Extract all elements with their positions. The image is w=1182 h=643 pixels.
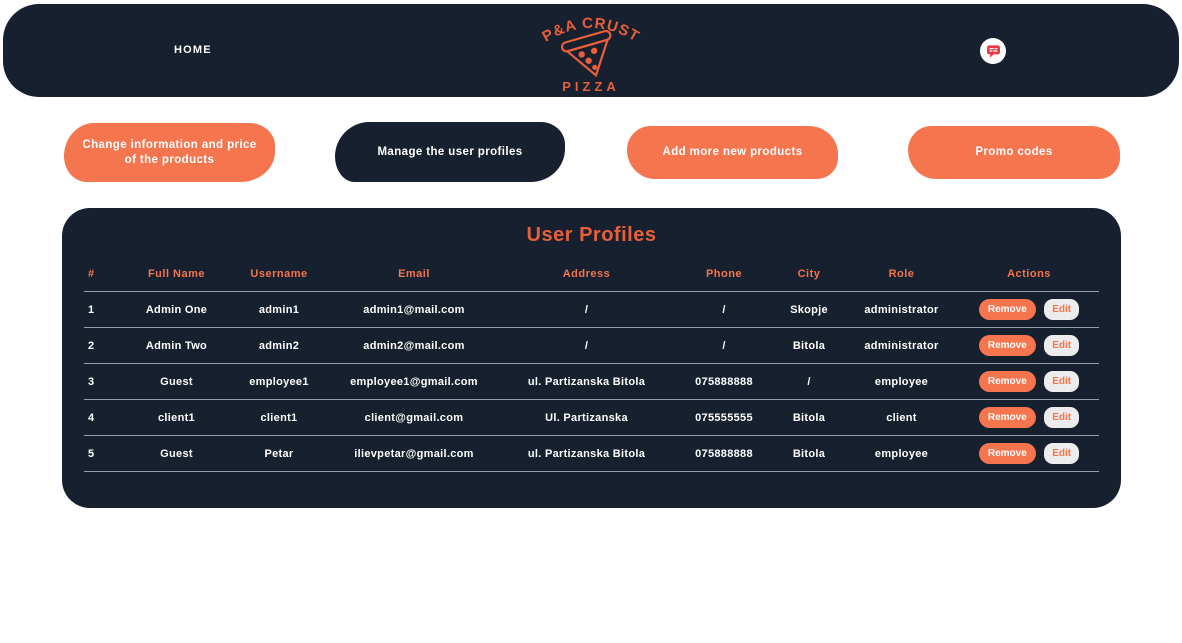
cell-actions <box>959 364 1099 400</box>
cell-username: employee1 <box>229 364 329 400</box>
cell-number: 2 <box>84 328 124 364</box>
cell-email: employee1@gmail.com <box>329 364 499 400</box>
logo-bottom-text: PIZZA <box>562 79 620 94</box>
remove-button[interactable]: Remove <box>979 371 1036 392</box>
cell-number: 5 <box>84 436 124 472</box>
cell-actions <box>959 400 1099 436</box>
user-profiles-table <box>84 257 1099 472</box>
table-row <box>84 436 1099 472</box>
cell-full-name: Guest <box>124 436 229 472</box>
nav-button-add-products[interactable]: Add more new products <box>627 126 838 179</box>
remove-button[interactable]: Remove <box>979 407 1036 428</box>
cell-phone: / <box>674 292 774 328</box>
cell-city: Bitola <box>774 328 844 364</box>
column-header-city: City <box>774 257 844 292</box>
column-header-phone: Phone <box>674 257 774 292</box>
cell-address: ul. Partizanska Bitola <box>499 364 674 400</box>
cell-number: 3 <box>84 364 124 400</box>
cell-phone: 075555555 <box>674 400 774 436</box>
column-header-actions: Actions <box>959 257 1099 292</box>
cell-city: Bitola <box>774 400 844 436</box>
cell-role: client <box>844 400 959 436</box>
cell-full-name: client1 <box>124 400 229 436</box>
cell-address: ul. Partizanska Bitola <box>499 436 674 472</box>
logo-arc-text: P&A CRUST <box>539 14 643 46</box>
cell-number: 4 <box>84 400 124 436</box>
home-link[interactable]: HOME <box>174 44 212 56</box>
cell-role: employee <box>844 436 959 472</box>
cell-phone: 075888888 <box>674 436 774 472</box>
column-header-address: Address <box>499 257 674 292</box>
remove-button[interactable]: Remove <box>979 299 1036 320</box>
cell-city: / <box>774 364 844 400</box>
cell-address: / <box>499 292 674 328</box>
nav-button-promo-codes[interactable]: Promo codes <box>908 126 1120 179</box>
cell-city: Skopje <box>774 292 844 328</box>
svg-text:P&A CRUST <box>539 15 642 46</box>
cell-email: admin2@mail.com <box>329 328 499 364</box>
table-row <box>84 364 1099 400</box>
remove-button[interactable]: Remove <box>979 443 1036 464</box>
edit-button[interactable]: Edit <box>1044 299 1079 320</box>
cell-actions <box>959 292 1099 328</box>
column-header-full-name: Full Name <box>124 257 229 292</box>
nav-button-manage-user-profiles[interactable]: Manage the user profiles <box>335 122 565 182</box>
edit-button[interactable]: Edit <box>1044 443 1079 464</box>
column-header-email: Email <box>329 257 499 292</box>
cell-username: admin1 <box>229 292 329 328</box>
table-row <box>84 400 1099 436</box>
cell-username: admin2 <box>229 328 329 364</box>
column-header-role: Role <box>844 257 959 292</box>
remove-button[interactable]: Remove <box>979 335 1036 356</box>
column-header-number: # <box>84 257 124 292</box>
cell-email: client@gmail.com <box>329 400 499 436</box>
pizza-logo <box>533 10 649 94</box>
cell-username: client1 <box>229 400 329 436</box>
cell-actions <box>959 328 1099 364</box>
cell-city: Bitola <box>774 436 844 472</box>
cell-full-name: Admin One <box>124 292 229 328</box>
table-header-row <box>84 257 1099 292</box>
cell-phone: 075888888 <box>674 364 774 400</box>
cell-phone: / <box>674 328 774 364</box>
chat-bubble-icon <box>986 44 1001 59</box>
pizza-slice-icon <box>561 30 620 82</box>
edit-button[interactable]: Edit <box>1044 371 1079 392</box>
cell-full-name: Guest <box>124 364 229 400</box>
cell-address: Ul. Partizanska <box>499 400 674 436</box>
chat-button[interactable] <box>980 38 1006 64</box>
column-header-username: Username <box>229 257 329 292</box>
cell-email: admin1@mail.com <box>329 292 499 328</box>
edit-button[interactable]: Edit <box>1044 335 1079 356</box>
cell-full-name: Admin Two <box>124 328 229 364</box>
nav-button-change-products[interactable]: Change information and price of the products <box>64 123 275 182</box>
top-navbar <box>3 4 1179 97</box>
panel-title: User Profiles <box>526 224 657 246</box>
cell-actions <box>959 436 1099 472</box>
user-profiles-panel <box>62 208 1121 508</box>
cell-role: employee <box>844 364 959 400</box>
table-row <box>84 328 1099 364</box>
edit-button[interactable]: Edit <box>1044 407 1079 428</box>
cell-role: administrator <box>844 328 959 364</box>
table-row <box>84 292 1099 328</box>
cell-number: 1 <box>84 292 124 328</box>
cell-username: Petar <box>229 436 329 472</box>
cell-role: administrator <box>844 292 959 328</box>
cell-email: ilievpetar@gmail.com <box>329 436 499 472</box>
cell-address: / <box>499 328 674 364</box>
